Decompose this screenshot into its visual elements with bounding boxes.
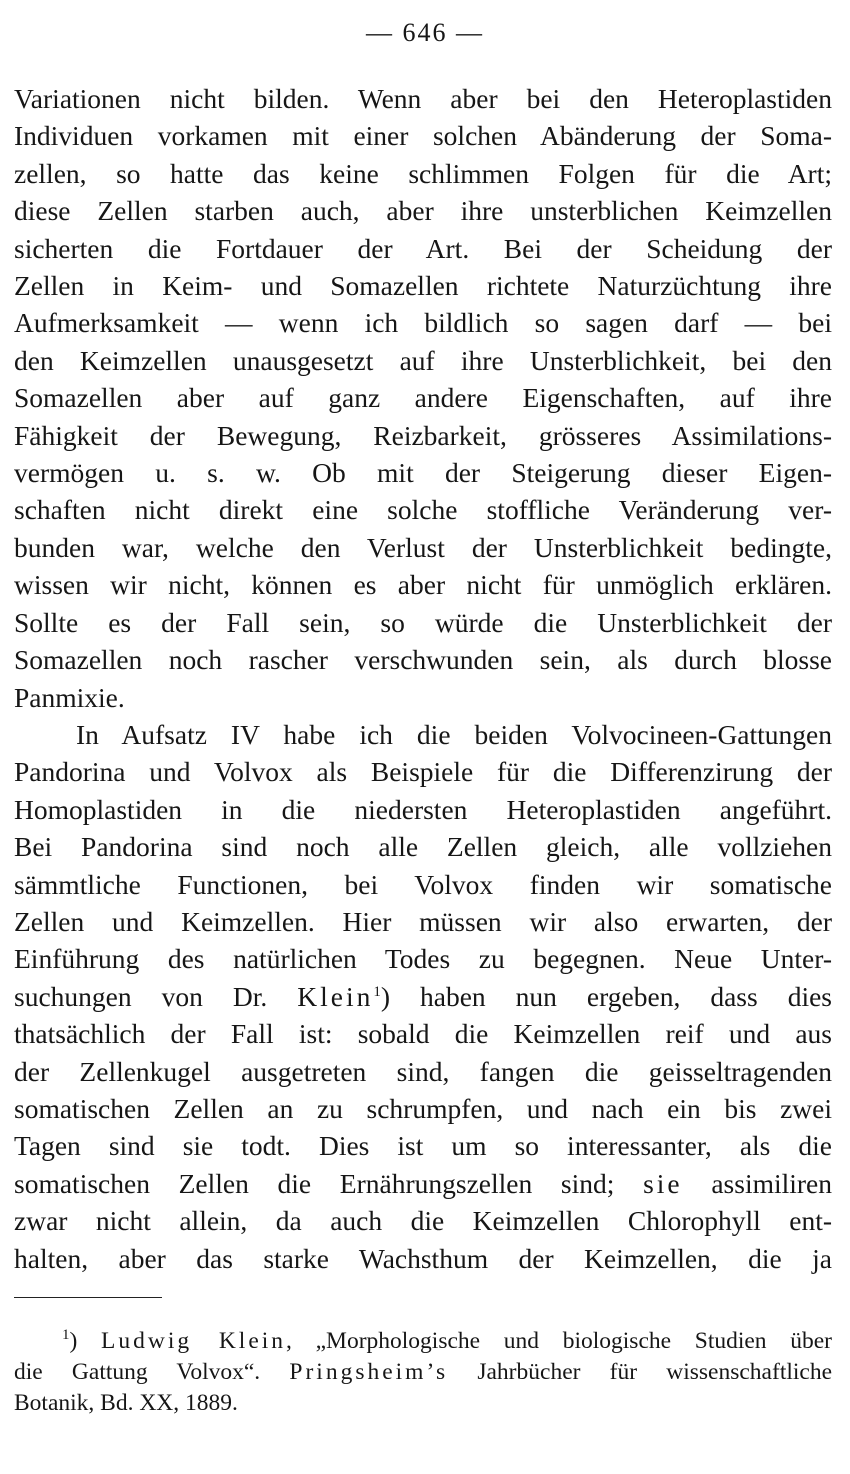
- text-line: Einführung des natürlichen Todes zu begegnen. Neue Unter-: [14, 943, 832, 975]
- text-line: Bei Pandorina sind noch alle Zellen gleich, alle vollziehen: [14, 831, 832, 863]
- footnote-marker-paren: ): [69, 1328, 78, 1354]
- text-line: somatischen Zellen an zu schrumpfen, und nach ein bis zwei: [14, 1092, 832, 1124]
- text-line: Panmixie.: [14, 681, 125, 713]
- text-line: Aufmerksamkeit — wenn ich bildlich so sagen darf — bei: [14, 307, 832, 339]
- text-fragment: suchungen von Dr.: [14, 980, 268, 1012]
- text-fragment: , „Morphologische und biologische Studien über: [286, 1328, 833, 1354]
- journal-name: Pringsheim’s: [289, 1359, 449, 1385]
- text-fragment: assimiliren: [711, 1167, 833, 1199]
- footnote: [14, 1326, 832, 1419]
- text-line: vermögen u. s. w. Ob mit der Steigerung dieser Eigen-: [14, 457, 832, 489]
- footnote-reference: 1: [373, 983, 381, 1000]
- text-fragment: ) haben nun ergeben, dass dies: [380, 980, 832, 1012]
- text-line: thatsächlich der Fall ist: sobald die Keimzellen reif und aus: [14, 1018, 832, 1050]
- text-fragment: somatischen Zellen die Ernährungszellen sind;: [14, 1167, 615, 1199]
- text-line: den Keimzellen unausgesetzt auf ihre Unsterblichkeit, bei den: [14, 344, 832, 376]
- text-line: sämmtliche Functionen, bei Volvox finden wir somatische: [14, 868, 832, 900]
- text-line: Pandorina und Volvox als Beispiele für die Differenzirung der: [14, 756, 832, 788]
- footnote-marker: 1: [62, 1327, 70, 1344]
- text-line: bunden war, welche den Verlust der Unsterblichkeit bedingte,: [14, 531, 832, 563]
- text-line: Sollte es der Fall sein, so würde die Unsterblichkeit der: [14, 606, 832, 638]
- footnote-divider: [14, 1297, 162, 1298]
- text-line: Somazellen noch rascher verschwunden sein, als durch blosse: [14, 644, 832, 676]
- text-line: Zellen in Keim- und Somazellen richtete Naturzüchtung ihre: [14, 270, 832, 302]
- text-line: diese Zellen starben auch, aber ihre unsterblichen Keimzellen: [14, 195, 832, 227]
- body-text: [14, 80, 832, 1277]
- text-line: Individuen vorkamen mit einer solchen Abänderung der Soma-: [14, 120, 832, 152]
- text-line: In Aufsatz IV habe ich die beiden Volvocineen-Gattungen: [76, 718, 832, 750]
- emphasized-word: sie: [643, 1167, 683, 1199]
- text-line: der Zellenkugel ausgetreten sind, fangen die geisseltragenden: [14, 1055, 832, 1087]
- author-name: Klein: [297, 980, 374, 1012]
- text-line: schaften nicht direkt eine solche stoffliche Veränderung ver-: [14, 494, 832, 526]
- footnote-author: Ludwig Klein: [101, 1328, 287, 1354]
- text-line: Somazellen aber auf ganz andere Eigenschaften, auf ihre: [14, 382, 832, 414]
- text-fragment: die Gattung Volvox“.: [14, 1359, 261, 1385]
- text-line: sicherten die Fortdauer der Art. Bei der Scheidung der: [14, 232, 832, 264]
- footnote-line: Botanik, Bd. XX, 1889.: [14, 1390, 238, 1416]
- text-line: Zellen und Keimzellen. Hier müssen wir also erwarten, der: [14, 905, 832, 937]
- text-line: Homoplastiden in die niedersten Heteroplastiden angeführt.: [14, 793, 832, 825]
- footnote-line: [14, 1326, 832, 1357]
- text-line: halten, aber das starke Wachsthum der Keimzellen, die ja: [14, 1242, 832, 1274]
- text-line: Tagen sind sie todt. Dies ist um so interessanter, als die: [14, 1130, 832, 1162]
- footnote-line: [14, 1357, 832, 1388]
- text-line: wissen wir nicht, können es aber nicht für unmöglich erklären.: [14, 569, 832, 601]
- text-line-with-reference: [14, 978, 832, 1015]
- text-line: zellen, so hatte das keine schlimmen Folgen für die Art;: [14, 157, 832, 189]
- paragraph-2: [14, 716, 832, 1277]
- text-line: zwar nicht allein, da auch die Keimzellen Chlorophyll ent-: [14, 1205, 832, 1237]
- paragraph-1: [14, 80, 832, 716]
- text-fragment: Jahrbücher für wissenschaftliche: [477, 1359, 833, 1385]
- text-line: Fähigkeit der Bewegung, Reizbarkeit, grösseres Assimilations-: [14, 419, 832, 451]
- page-number: — 646 —: [366, 18, 484, 47]
- text-line-with-emphasis: [14, 1165, 832, 1202]
- text-line: Variationen nicht bilden. Wenn aber bei den Heteroplastiden: [14, 83, 832, 114]
